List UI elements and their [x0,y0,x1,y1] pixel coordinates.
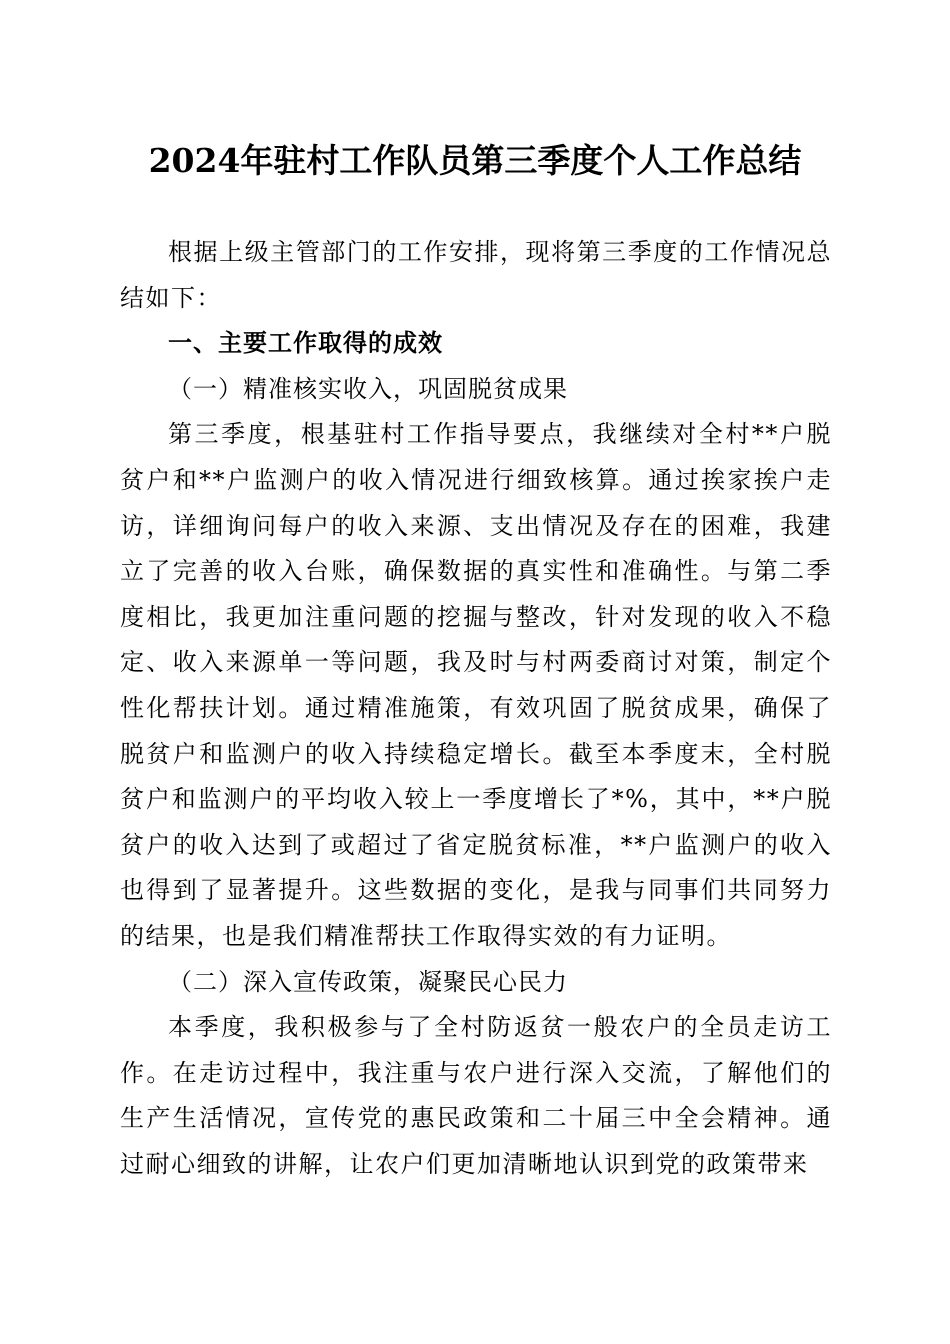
section-heading: 一、主要工作取得的成效 [168,329,443,358]
body-paragraph: 本季度，我积极参与了全村防返贫一般农户的全员走访工作。在走访过程中，我注重与农户进行深入交流，了解他们的生产生活情况，宣传党的惠民政策和二十届三中全会精神。通过耐心细致的讲解，让农户们更加清晰地认识到党的政策带来 [120,1013,832,1178]
body-paragraph: 第三季度，根基驻村工作指导要点，我继续对全村**户脱贫户和**户监测户的收入情况进行细致核算。通过挨家挨户走访，详细询问每户的收入来源、支出情况及存在的困难，我建立了完善的收入台账，确保数据的真实性和准确性。与第二季度相比，我更加注重问题的挖掘与整改，针对发现的收入不稳定、收入来源单一等问题，我及时与村两委商讨对策，制定个性化帮扶计划。通过精准施策，有效巩固了脱贫成果，确保了脱贫户和监测户的收入持续稳定增长。截至本季度末，全村脱贫户和监测户的平均收入较上一季度增长了*%，其中，**户脱贫户的收入达到了或超过了省定脱贫标准，**户监测户的收入也得到了显著提升。这些数据的变化，是我与同事们共同努力的结果，也是我们精准帮扶工作取得实效的有力证明。 [120,420,832,950]
document-body [120,230,832,1187]
subsection-heading: （一）精准核实收入，巩固脱贫成果 [168,374,568,403]
document-title: 2024年驻村工作队员第三季度个人工作总结 [148,141,802,180]
intro-paragraph: 根据上级主管部门的工作安排，现将第三季度的工作情况总结如下： [120,238,832,312]
subsection-heading: （二）深入宣传政策，凝聚民心民力 [168,967,568,996]
